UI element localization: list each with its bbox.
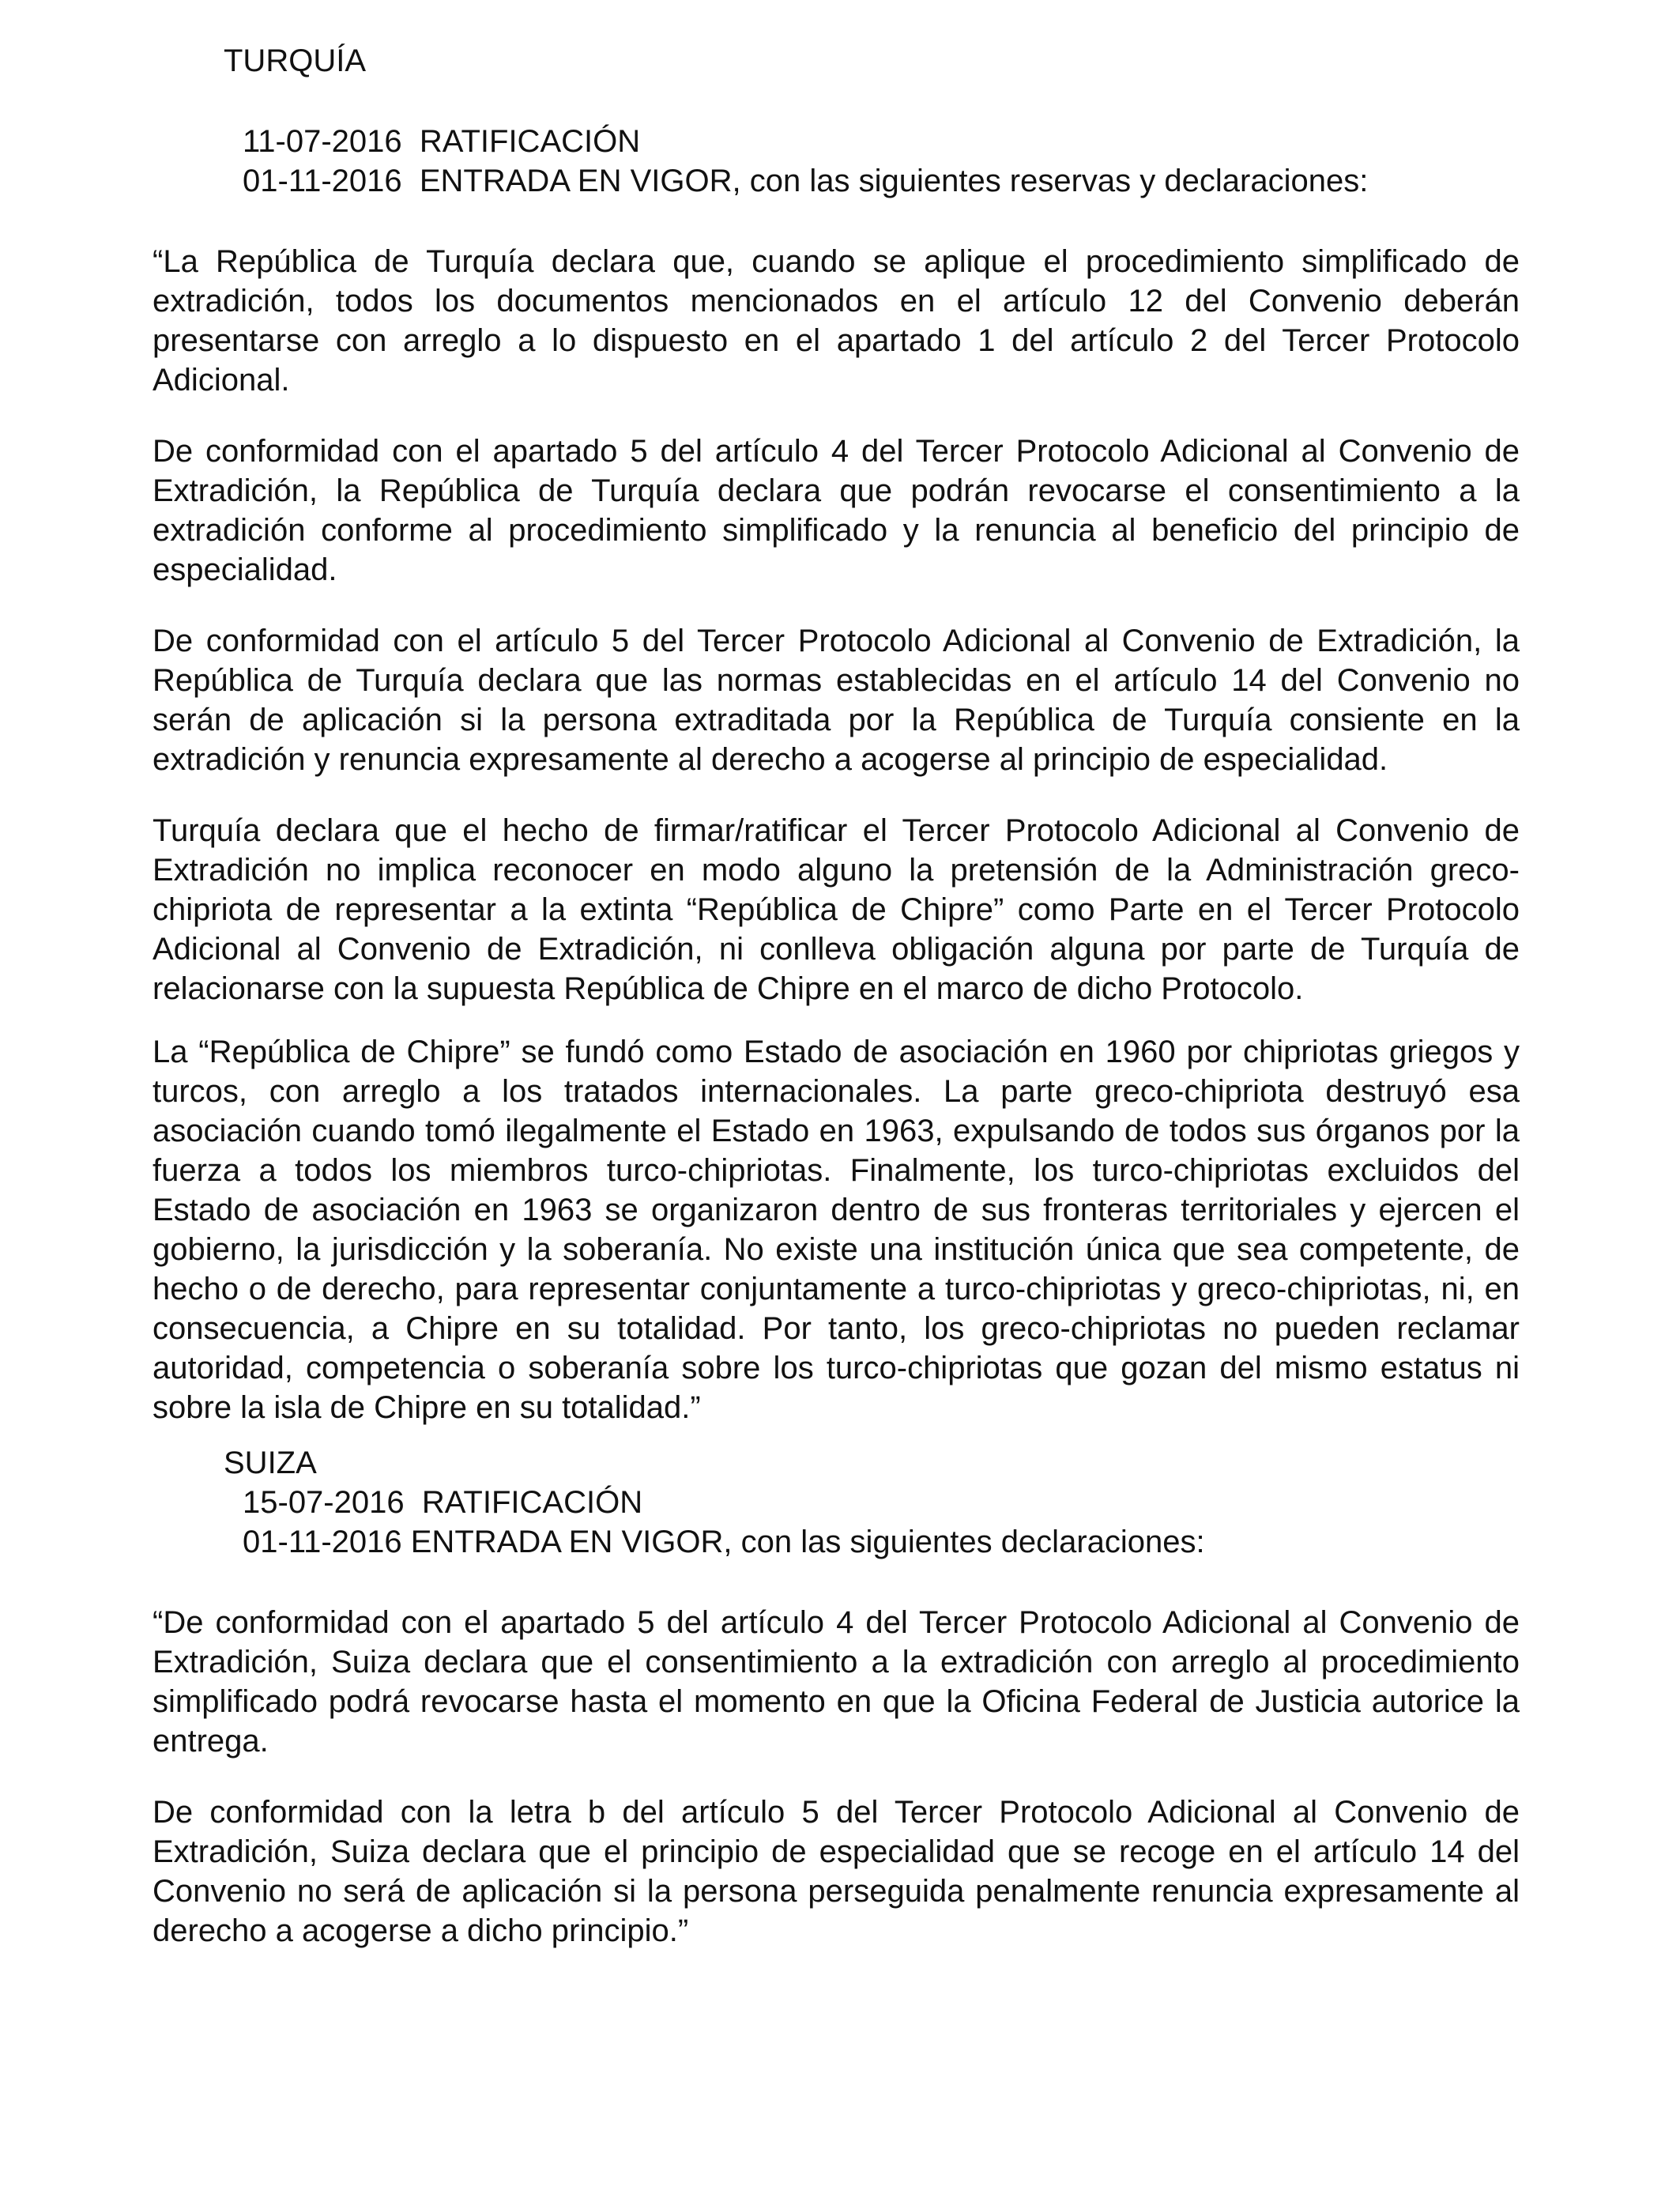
declaration-paragraph: “De conformidad con el apartado 5 del artículo 4 del Tercer Protocolo Adicional al Convenio de Extradición, Suiza declara que el consentimiento a la extradición con arreglo al procedimiento simplificado podrá revocarse hasta el momento en que la Oficina Federal de Justicia autorice la entrega. xyxy=(153,1605,1520,1759)
entry-into-force-date: 01-11-2016 ENTRADA EN VIGOR, con las siguientes declaraciones: xyxy=(243,1525,1205,1559)
declaration-paragraph: De conformidad con el apartado 5 del artículo 4 del Tercer Protocolo Adicional al Convenio de Extradición, la República de Turquía declara que podrán revocarse el consentimiento a la extradición conforme al procedimiento simplificado y la renuncia al beneficio del principio de especialidad. xyxy=(153,434,1520,587)
declaration-paragraph: La “República de Chipre” se fundó como Estado de asociación en 1960 por chipriotas griegos y turcos, con arreglo a los tratados internacionales. La parte greco-chipriota destruyó esa asociación cuando tomó ilegalmente el Estado en 1963, expulsando de todos sus órganos por la fuerza a todos los miembros turco-chipriotas. Finalmente, los turco-chipriotas excluidos del Estado de asociación en 1963 se organizaron dentro de sus fronteras territoriales y ejercen el gobierno, la jurisdicción y la soberanía. No existe una institución única que sea competente, de hecho o de derecho, para representar conjuntamente a turco-chipriotas y greco-chipriotas, ni, en consecuencia, a Chipre en su totalidad. Por tanto, los greco-chipriotas no pueden reclamar autoridad, competencia o soberanía sobre los turco-chipriotas que gozan del mismo estatus ni sobre la isla de Chipre en su totalidad.” xyxy=(153,1035,1520,1425)
section-turquia xyxy=(153,41,1520,1427)
declaration-paragraph: De conformidad con el artículo 5 del Tercer Protocolo Adicional al Convenio de Extradición, la República de Turquía declara que las normas establecidas en el artículo 14 del Convenio no serán de aplicación si la persona extraditada por la República de Turquía consiente en la extradición y renuncia expresamente al derecho a acogerse al principio de especialidad. xyxy=(153,624,1520,777)
declaration-paragraph: Turquía declara que el hecho de firmar/ratificar el Tercer Protocolo Adicional al Convenio de Extradición no implica reconocer en modo alguno la pretensión de la Administración greco-chipriota de representar a la extinta “República de Chipre” como Parte en el Tercer Protocolo Adicional al Convenio de Extradición, ni conlleva obligación alguna por parte de Turquía de relacionarse con la supuesta República de Chipre en el marco de dicho Protocolo. xyxy=(153,813,1520,1006)
declaration-paragraph: De conformidad con la letra b del artículo 5 del Tercer Protocolo Adicional al Convenio de Extradición, Suiza declara que el principio de especialidad que se recoge en el artículo 14 del Convenio no será de aplicación si la persona perseguida penalmente renuncia expresamente al derecho a acogerse a dicho principio.” xyxy=(153,1795,1520,1948)
entry-into-force-date: 01-11-2016 ENTRADA EN VIGOR, con las siguientes reservas y declaraciones: xyxy=(243,164,1369,198)
ratification-date: 15-07-2016 RATIFICACIÓN xyxy=(243,1485,643,1520)
country-heading: TURQUÍA xyxy=(224,43,366,78)
country-heading: SUIZA xyxy=(224,1446,317,1480)
section-suiza xyxy=(153,1443,1520,1951)
ratification-date: 11-07-2016 RATIFICACIÓN xyxy=(243,124,641,159)
declaration-paragraph: “La República de Turquía declara que, cuando se aplique el procedimiento simplificado de extradición, todos los documentos mencionados en el artículo 12 del Convenio deberán presentarse con arreglo a lo dispuesto en el apartado 1 del artículo 2 del Tercer Protocolo Adicional. xyxy=(153,244,1520,398)
document-page xyxy=(153,41,1520,1951)
